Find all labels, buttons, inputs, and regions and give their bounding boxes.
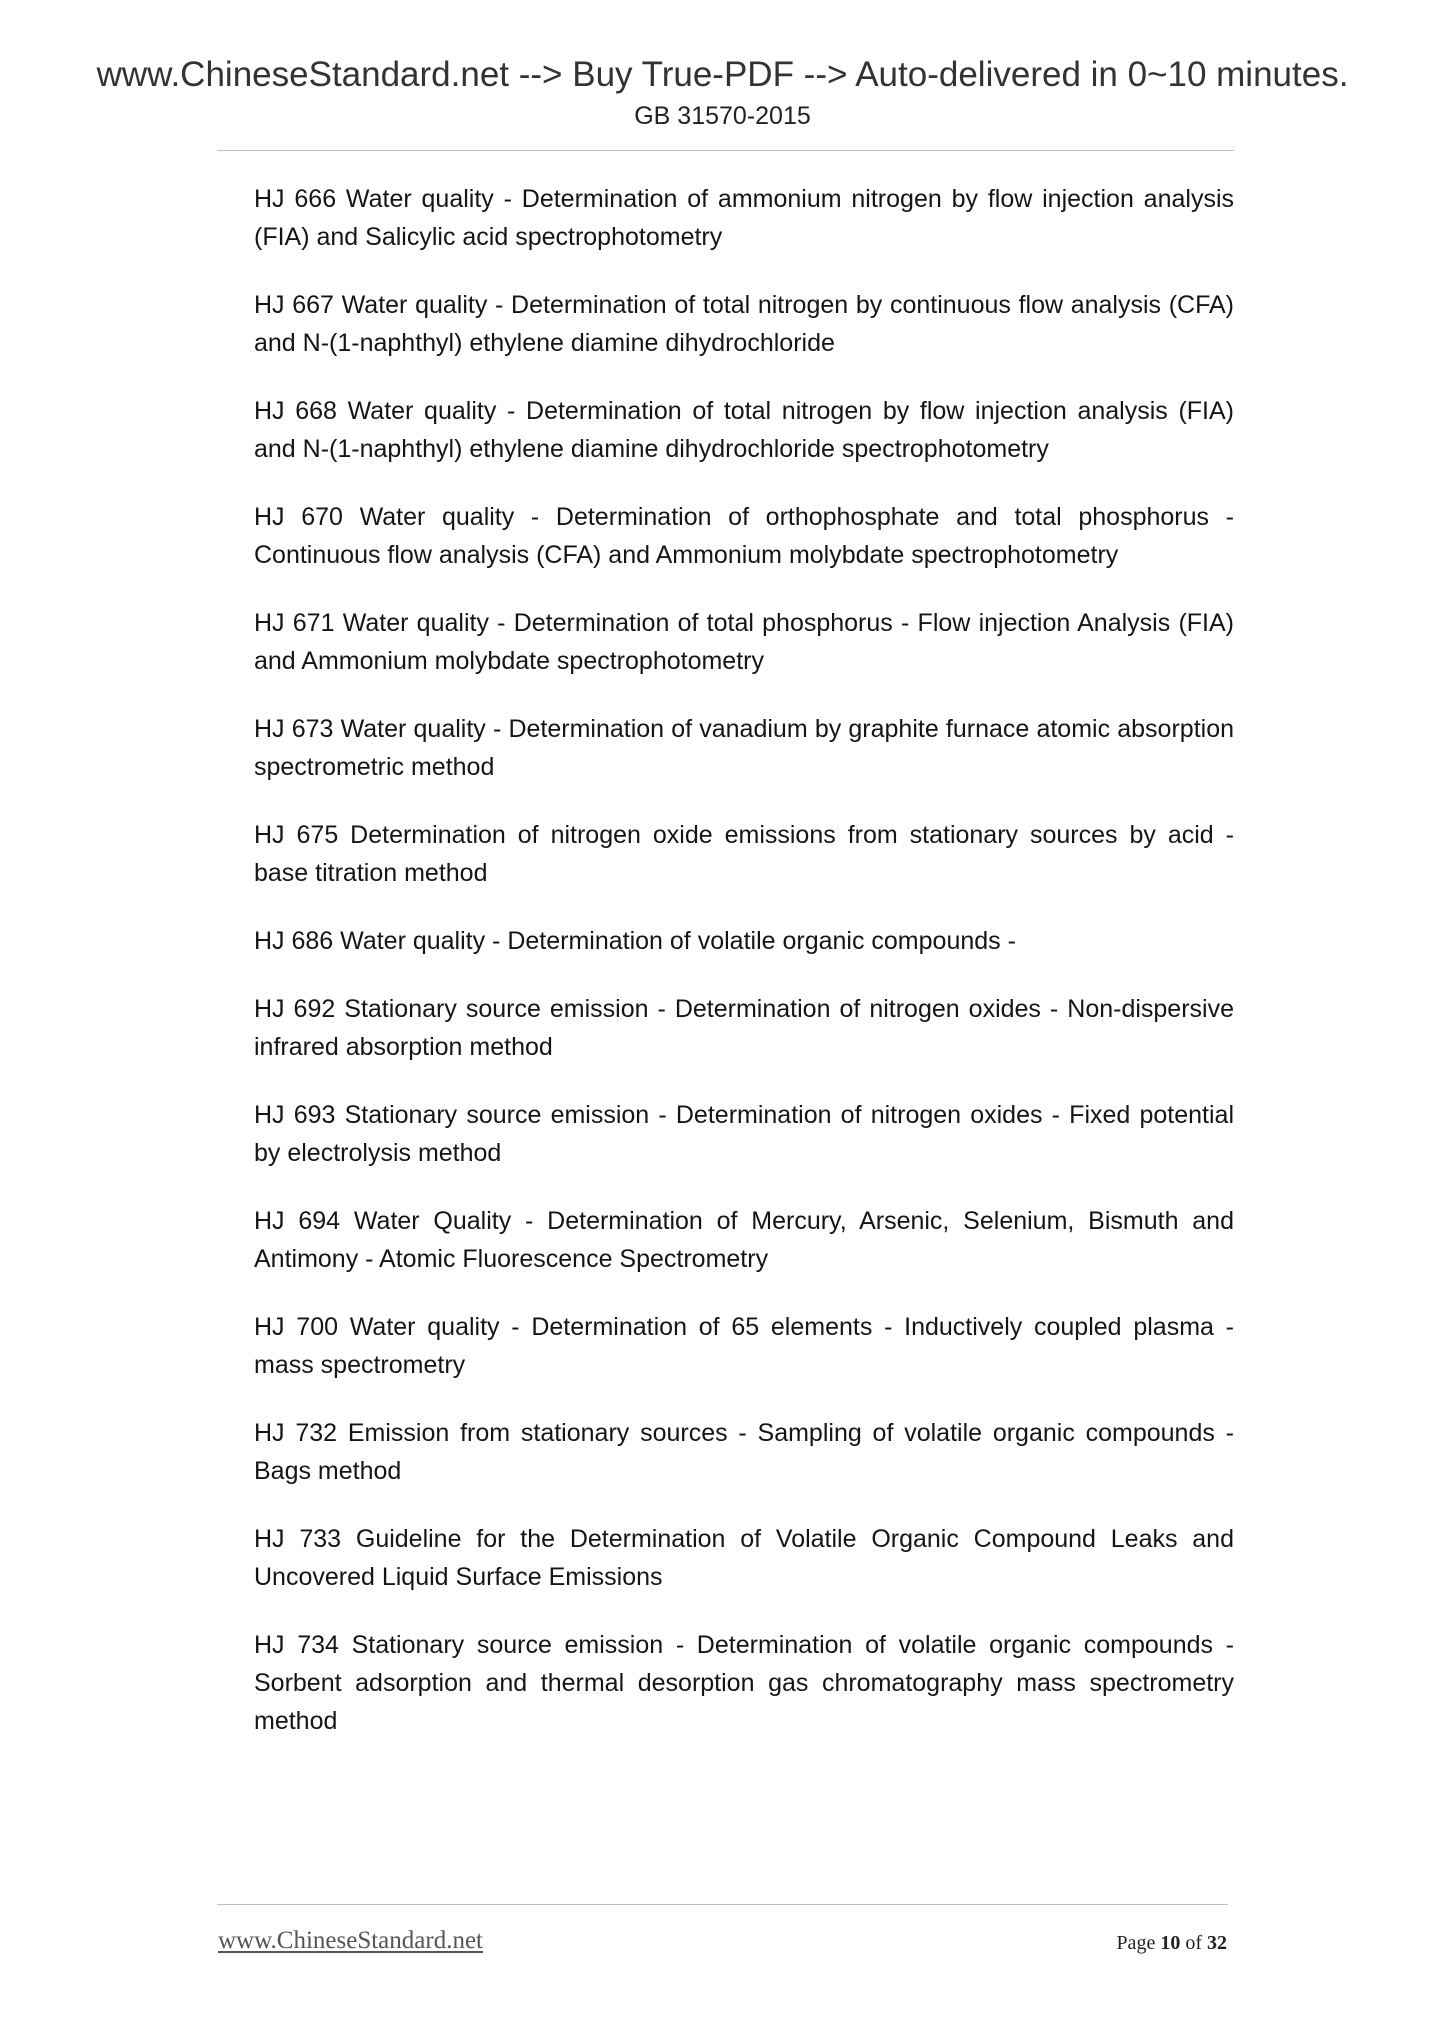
footer-site-link[interactable]: www.ChineseStandard.net [218, 1927, 483, 1954]
page-number: 10 [1160, 1932, 1181, 1954]
of-word: of [1185, 1932, 1202, 1954]
reference-item: HJ 671 Water quality - Determination of total phosphorus - Flow injection Analysis (FIA) and Ammonium molybdate spectrophotometry [254, 609, 1234, 675]
reference-item: HJ 692 Stationary source emission - Determination of nitrogen oxides - Non-dispersive infrared absorption method [254, 995, 1234, 1061]
reference-item: HJ 667 Water quality - Determination of total nitrogen by continuous flow analysis (CFA) and N-(1-naphthyl) ethylene diamine dihydrochloride [254, 291, 1234, 357]
reference-item: HJ 670 Water quality - Determination of orthophosphate and total phosphorus - Continuous flow analysis (CFA) and Ammonium molybdate spectrophotometry [254, 503, 1234, 569]
reference-item: HJ 734 Stationary source emission - Determination of volatile organic compounds - Sorbent adsorption and thermal desorption gas chromatography mass spectrometry method [254, 1631, 1234, 1735]
site-banner: www.ChineseStandard.net --> Buy True-PDF --> Auto-delivered in 0~10 minutes. [96, 55, 1349, 94]
reference-item: HJ 668 Water quality - Determination of total nitrogen by flow injection analysis (FIA) and N-(1-naphthyl) ethylene diamine dihydrochloride spectrophotometry [254, 397, 1234, 463]
reference-item: HJ 666 Water quality - Determination of ammonium nitrogen by flow injection analysis (FIA) and Salicylic acid spectrophotometry [254, 185, 1234, 251]
reference-item: HJ 673 Water quality - Determination of vanadium by graphite furnace atomic absorption spectrometric method [254, 715, 1234, 781]
page-word: Page [1116, 1932, 1156, 1954]
standard-code: GB 31570-2015 [634, 102, 811, 130]
footer-divider [217, 1904, 1228, 1905]
reference-item: HJ 675 Determination of nitrogen oxide emissions from stationary sources by acid - base titration method [254, 821, 1234, 887]
header-divider [217, 150, 1234, 151]
reference-item: HJ 693 Stationary source emission - Determination of nitrogen oxides - Fixed potential by electrolysis method [254, 1101, 1234, 1167]
reference-list [254, 180, 1234, 1770]
reference-item: HJ 700 Water quality - Determination of 65 elements - Inductively coupled plasma - mass spectrometry [254, 1313, 1234, 1379]
reference-item: HJ 686 Water quality - Determination of volatile organic compounds - [254, 927, 1016, 955]
page-indicator [1116, 1932, 1227, 1955]
page-total: 32 [1207, 1932, 1227, 1954]
reference-item: HJ 694 Water Quality - Determination of Mercury, Arsenic, Selenium, Bismuth and Antimony - Atomic Fluorescence Spectrometry [254, 1207, 1234, 1273]
reference-item: HJ 733 Guideline for the Determination of Volatile Organic Compound Leaks and Uncovered Liquid Surface Emissions [254, 1525, 1234, 1591]
reference-item: HJ 732 Emission from stationary sources - Sampling of volatile organic compounds - Bags method [254, 1419, 1234, 1485]
